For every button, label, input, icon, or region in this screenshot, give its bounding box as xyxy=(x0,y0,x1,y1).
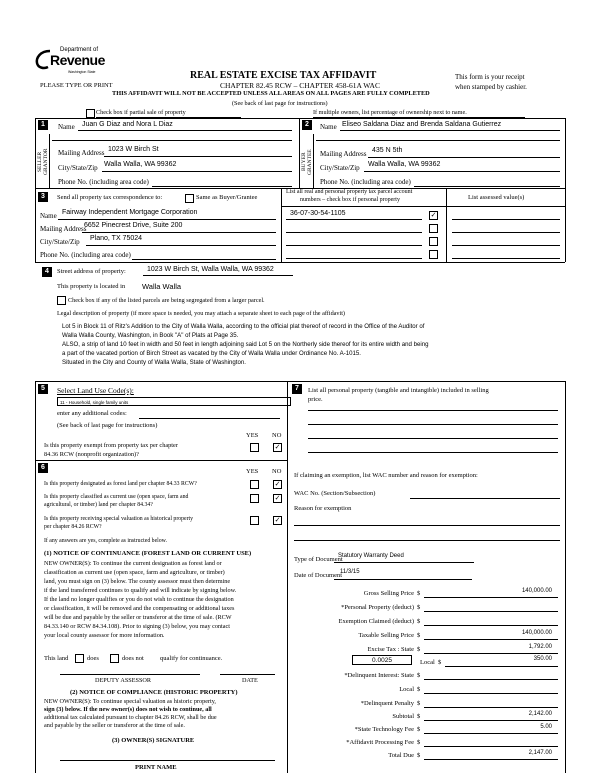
section-4-number: 4 xyxy=(42,267,52,277)
agency-logo xyxy=(34,44,124,84)
multiple-owners-note: If multiple owners, list percentage of ownership next to name. xyxy=(313,109,467,116)
same-as-buyer-label: Same as Buyer/Grantee xyxy=(196,194,258,201)
notice-1-line: If the land no longer qualifies or you do not wish to continue the designation xyxy=(44,596,234,603)
notice-1-line: NEW OWNER(S): To continue the current designation as forest land or xyxy=(44,560,222,567)
historic-yes-checkbox[interactable] xyxy=(250,516,259,525)
located-value[interactable]: Walla Walla xyxy=(142,282,182,291)
form-chapter: CHAPTER 82.45 RCW – CHAPTER 458-61A WAC xyxy=(220,81,380,90)
notice-2-line: sign (3) below. If the new owner(s) does not wish to continue, all xyxy=(44,706,212,713)
seller-mailing-label: Mailing Address xyxy=(58,149,105,157)
exempt-question-2: 84.36 RCW (nonprofit organization)? xyxy=(44,451,139,458)
personal-property-label-1: List all personal property (tangible and intangible) included in selling xyxy=(308,387,489,394)
seller-mailing[interactable]: 1023 W Birch St xyxy=(108,146,159,153)
historic-question-1: Is this property receiving special valuation as historical property xyxy=(44,516,194,522)
agency-dept: Department of xyxy=(60,47,99,53)
subtotal-label: Subtotal xyxy=(392,713,414,720)
section5-no: NO xyxy=(272,432,282,439)
buyer-mailing-label: Mailing Address xyxy=(320,150,367,158)
same-as-buyer-checkbox[interactable] xyxy=(185,194,194,203)
segregated-label: Check box if any of the listed parcels are being segregated from a larger parcel. xyxy=(68,297,265,304)
parcel-header-2: numbers – check box if personal property xyxy=(300,197,400,203)
affidavit-fee-label: *Affidavit Processing Fee xyxy=(346,739,414,746)
dollar-sign: $ xyxy=(417,590,421,597)
section-3-number: 3 xyxy=(38,192,48,202)
dollar-sign: $ xyxy=(417,604,421,611)
local-value[interactable]: 350.00 xyxy=(533,656,552,662)
delinquent-interest-label: *Delinquent Interest: State xyxy=(344,672,414,679)
notice-1-line: if the land transferred continues to qualify and will indicate by signing below. xyxy=(44,587,237,594)
does-not-checkbox[interactable] xyxy=(110,654,119,663)
assessed-header: List assessed value(s) xyxy=(468,194,525,201)
street-label: Street address of property: xyxy=(57,268,126,275)
notice-2-line: additional tax calculated pursuant to chapter 84.26 RCW, shall be due xyxy=(44,714,217,721)
tech-fee-label: *State Technology Fee xyxy=(354,726,414,733)
section-7-number: 7 xyxy=(292,384,302,394)
section-2-number: 2 xyxy=(302,120,312,130)
please-type: PLEASE TYPE OR PRINT xyxy=(40,82,113,89)
notice-1-line: will be due and payable by the seller or transferor at the time of sale. (RCW xyxy=(44,614,232,621)
tax-mailing[interactable]: 6652 Pinecrest Drive, Suite 200 xyxy=(84,222,183,229)
parcel-header-1: List all real and personal property tax parcel account xyxy=(286,189,413,195)
notice-1-line: classification as current use (open space, farm and agriculture, or timber) xyxy=(44,569,225,576)
forest-no-checkbox[interactable]: ✓ xyxy=(274,480,281,488)
exempt-question-1: Is this property exempt from property tax per chapter xyxy=(44,442,178,449)
section-6-number: 6 xyxy=(38,463,48,473)
dollar-sign: $ xyxy=(417,618,421,625)
legal-description-label: Legal description of property (if more space is needed, you may attach a separate sheet to each page of the affidavit) xyxy=(57,310,345,317)
dollar-sign: $ xyxy=(417,752,421,759)
seller-phone-label: Phone No. (including area code) xyxy=(58,178,149,186)
seller-name[interactable]: Juan G Diaz and Nora L Diaz xyxy=(82,121,173,128)
partial-sale-label: Check box if partial sale of property xyxy=(96,109,186,116)
local-rate-field[interactable]: 0.0025 xyxy=(352,655,412,665)
historic-question-2: per chapter 84.26 RCW? xyxy=(44,524,102,530)
total-due-label: Total Due xyxy=(388,752,414,759)
buyer-city[interactable]: Walla Walla, WA 99362 xyxy=(368,161,441,168)
buyer-side-label: BUYER GRANTEE xyxy=(301,149,313,175)
buyer-name-label: Name xyxy=(320,123,337,131)
tax-city[interactable]: Plano, TX 75024 xyxy=(90,235,143,242)
buyer-mailing[interactable]: 435 N 5th xyxy=(372,147,403,154)
form-see-back: (See back of last page for instructions) xyxy=(232,100,328,107)
total-due-value[interactable]: 2,147.00 xyxy=(528,750,552,756)
current-use-question-2: agricultural, or timber) land per chapter 84.34? xyxy=(44,502,153,508)
notice-1-line: or classification, it will be removed and the compensating or additional taxes xyxy=(44,605,235,612)
additional-codes-label: enter any additional codes: xyxy=(57,410,127,417)
excise-state-label: Excise Tax : State xyxy=(367,646,414,653)
legal-line-5[interactable]: Situated in the City and County of Walla Walla, State of Washington. xyxy=(62,359,246,366)
forest-yes-checkbox[interactable] xyxy=(250,480,259,489)
if-yes-instructions: If any answers are yes, complete as instructed below. xyxy=(44,538,167,544)
parcel-4-personal-checkbox[interactable] xyxy=(429,250,438,259)
parcel-number[interactable]: 36-07-30-54-1105 xyxy=(290,210,346,217)
doc-date[interactable]: 11/3/15 xyxy=(340,569,360,575)
buyer-name[interactable]: Eliseo Saldana Diaz and Brenda Saldana Gutierrez xyxy=(342,121,502,128)
exemption-claim-label: If claiming an exemption, list WAC number and reason for exemption: xyxy=(294,472,478,479)
tax-name-label: Name xyxy=(40,212,57,220)
dollar-sign: $ xyxy=(417,739,421,746)
legal-line-2[interactable]: Walla Walla County, Washington, in Book "A" of Plats at Page 35. xyxy=(62,332,239,339)
excise-state-value[interactable]: 1,792.00 xyxy=(528,644,552,650)
dollar-sign: $ xyxy=(417,713,421,720)
owner-signature-label: (3) OWNER(S) SIGNATURE xyxy=(112,737,195,744)
notice-1-line: your local county assessor for more information. xyxy=(44,632,165,639)
street-address[interactable]: 1023 W Birch St, Walla Walla, WA 99362 xyxy=(147,266,274,273)
land-use-select[interactable]: 11 - Household, single family units xyxy=(57,397,291,406)
local-label: Local xyxy=(420,659,435,666)
seller-side-label: SELLER GRANTOR xyxy=(37,148,49,176)
wac-label: WAC No. (Section/Subsection) xyxy=(294,490,376,497)
partial-sale-checkbox[interactable] xyxy=(86,109,95,118)
tax-phone-label: Phone No. (including area code) xyxy=(40,251,131,259)
tax-city-label: City/State/Zip xyxy=(40,238,80,246)
legal-line-3[interactable]: ALSO, a strip of land 10 feet in width and 50 feet in length adjoining said Lot 5 on the Northerly side thereof for its entire width and being xyxy=(62,341,429,348)
notice-2-line: and payable by the seller or transferor at the time of sale. xyxy=(44,722,185,729)
seller-city[interactable]: Walla Walla, WA 99362 xyxy=(104,161,177,168)
notice-1-line: 84.33.140 or RCW 84.34.108). Prior to signing (3) below, you may contact xyxy=(44,623,230,630)
dollar-sign: $ xyxy=(417,646,421,653)
section-5-number: 5 xyxy=(38,384,48,394)
current-use-no-checkbox[interactable]: ✓ xyxy=(274,494,281,502)
historic-no-checkbox[interactable]: ✓ xyxy=(274,516,281,524)
receipt-line1: This form is your receipt xyxy=(455,73,525,81)
dollar-sign: $ xyxy=(417,700,421,707)
taxable-label: Taxable Selling Price xyxy=(358,632,414,639)
legal-line-1[interactable]: Lot 5 in Block 11 of Ritz's Addition to the City of Walla Walla, according to the official plat thereof of record in the Office of the Auditor of xyxy=(62,323,425,330)
notice-1-line: land, you must sign on (3) below. The county assessor must then determine xyxy=(44,578,231,585)
does-not-label: does not xyxy=(122,655,144,662)
parcel-2-personal-checkbox[interactable] xyxy=(429,224,438,233)
taxable-value[interactable]: 140,000.00 xyxy=(521,630,552,636)
doc-type-label: Type of Document xyxy=(294,556,343,563)
land-use-label: Select Land Use Code(s): xyxy=(57,386,134,395)
current-use-yes-checkbox[interactable] xyxy=(250,494,259,503)
tax-mailing-label: Mailing Address xyxy=(40,225,87,233)
exempt-yes-checkbox[interactable] xyxy=(250,443,259,452)
agency-state: Washington State xyxy=(68,70,96,74)
current-use-question-1: Is this property classified as current use (open space, farm and xyxy=(44,494,189,500)
doc-type[interactable]: Statutory Warranty Deed xyxy=(338,553,404,559)
qualify-label: qualify for continuance. xyxy=(160,655,223,662)
dollar-sign: $ xyxy=(417,672,421,679)
delinquent-penalty-label: *Delinquent Penalty xyxy=(360,700,414,707)
does-label: does xyxy=(87,655,99,662)
notice-2-line: NEW OWNER(S): To continue special valuation as historic property, xyxy=(44,698,216,705)
delinquent-local-label: Local xyxy=(399,686,414,693)
exemption-deduct-label: Exemption Claimed (deduct) xyxy=(338,618,414,625)
section-1-number: 1 xyxy=(38,120,48,130)
section6-yes: YES xyxy=(246,468,259,475)
personal-property-label-2: price. xyxy=(308,396,323,403)
this-land-label: This land xyxy=(44,655,69,662)
agency-revenue: Revenue xyxy=(50,52,105,68)
dollar-sign: $ xyxy=(417,686,421,693)
dollar-sign: $ xyxy=(417,726,421,733)
forest-question: Is this property designated as forest land per chapter 84.33 RCW? xyxy=(44,481,197,487)
deputy-assessor-label: DEPUTY ASSESSOR xyxy=(95,677,151,684)
gross-value[interactable]: 140,000.00 xyxy=(521,588,552,594)
located-label: This property is located in xyxy=(57,283,126,290)
buyer-city-label: City/State/Zip xyxy=(320,164,360,172)
parcel-3-personal-checkbox[interactable] xyxy=(429,237,438,246)
subtotal-value[interactable]: 2,142.00 xyxy=(528,711,552,717)
segregated-checkbox[interactable] xyxy=(57,296,66,305)
section5-yes: YES xyxy=(246,432,259,439)
does-checkbox[interactable] xyxy=(75,654,84,663)
reason-label: Reason for exemption xyxy=(294,505,352,512)
buyer-phone-label: Phone No. (including area code) xyxy=(320,178,411,186)
tech-fee-value[interactable]: 5.00 xyxy=(540,724,552,730)
tax-name[interactable]: Fairway Independent Mortgage Corporation xyxy=(62,209,198,216)
receipt-line2: when stamped by cashier. xyxy=(455,83,527,91)
personal-deduct-label: *Personal Property (deduct) xyxy=(341,604,414,611)
dollar-sign: $ xyxy=(438,659,442,666)
seller-city-label: City/State/Zip xyxy=(58,164,98,172)
legal-line-4[interactable]: a part of the vacated portion of Birch Street as vacated by the City of Walla Walla under Ordinance No. A-1015. xyxy=(62,350,361,357)
seller-name-label: Name xyxy=(58,123,75,131)
exempt-no-checkbox[interactable]: ✓ xyxy=(274,443,281,451)
notice-2-title: (2) NOTICE OF COMPLIANCE (HISTORIC PROPERTY) xyxy=(70,689,238,696)
section6-no: NO xyxy=(272,468,282,475)
date-label: DATE xyxy=(242,677,258,684)
dollar-sign: $ xyxy=(417,632,421,639)
form-warning: THIS AFFIDAVIT WILL NOT BE ACCEPTED UNLESS ALL AREAS ON ALL PAGES ARE FULLY COMPLETED xyxy=(112,90,430,97)
land-use-see-back: (See back of last page for instructions) xyxy=(57,422,158,429)
notice-1-title: (1) NOTICE OF CONTINUANCE (FOREST LAND OR CURRENT USE) xyxy=(44,550,252,557)
parcel-1-personal-checkbox[interactable]: ✓ xyxy=(430,211,437,219)
gross-label: Gross Selling Price xyxy=(363,590,414,597)
print-name-label: PRINT NAME xyxy=(135,764,177,771)
form-title: REAL ESTATE EXCISE TAX AFFIDAVIT xyxy=(190,70,377,81)
doc-date-label: Date of Document xyxy=(294,572,343,579)
send-correspondence-label: Send all property tax correspondence to: xyxy=(57,194,163,201)
